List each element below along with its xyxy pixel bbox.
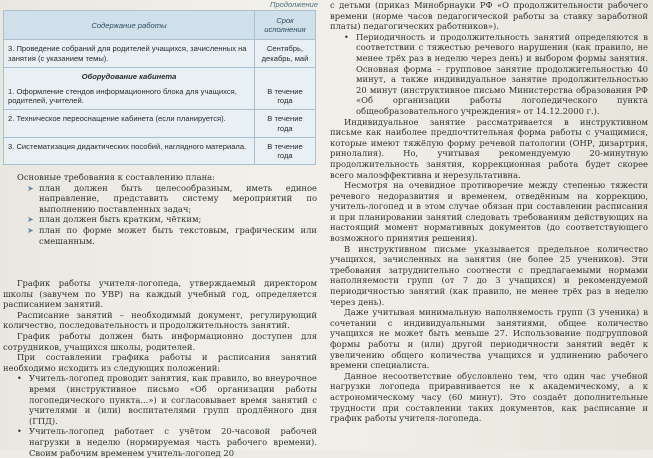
paragraph: Расписание занятий – необходимый документ, регулирующий количество, последовательность и продолжительность занятий. — [3, 309, 317, 331]
header-content: Содержание работы — [4, 11, 255, 40]
list-item: • Учитель-логопед работает с учётом 20-часовой рабочей нагрузки в неделю (нормируемая часть рабочего времени). Своим рабочим временем учитель-логопед 20 — [17, 426, 317, 458]
schedule-block — [3, 278, 317, 458]
paragraph: Индивидуальное занятие рассматривается в инструктивном письме как наиболее предпочтительная форма работы с учащимися, которые имеют тяжёлую форму речевой патологии (ОНР, дизартрия, ринолалия). Но, учитывая рекомендуемую 20-минутную продолжительность занятия, коррекционная работа будет скорее всего малоэффективна и нерезультативна. — [330, 116, 648, 180]
row-text: 3. Проведение собраний для родителей учащихся, зачисленных на занятия (с указанием темы). — [4, 40, 255, 67]
bullet-dot-icon: • — [17, 374, 22, 384]
row-term: В течение года — [255, 110, 316, 137]
bullet-arrow-icon: ➤ — [27, 215, 34, 225]
table-row — [4, 137, 316, 164]
paragraph: Несмотря на очевидное противоречие между степенью тяжести речевого недоразвития и временем, отведённым на коррекцию, учитель-логопед и в этом случае обязан при составлении расписания и при планировании занятий следовать требованиям действующих на настоящий момент нормативных документов (до соответствующего возможного принятия решения). — [330, 180, 648, 244]
paragraph: При составлении графика работы и расписания занятий необходимо исходить из следующих положений: — [3, 352, 317, 373]
left-column — [0, 0, 320, 458]
row-text: 3. Систематизация дидактических пособий, наглядного материала. — [4, 137, 255, 164]
continuation-label: Продолжение — [270, 0, 318, 9]
plan-table — [3, 10, 316, 165]
paragraph: с детьми (приказ Минобрнауки РФ «О продолжительности рабочего времени (норме часов педагогической работы за ставку заработной платы) педагогических работников»). — [330, 0, 648, 32]
row-term: В течение года — [255, 83, 316, 110]
row-term: Сентябрь, декабрь, май — [255, 40, 316, 67]
rules-list-continued — [330, 32, 648, 117]
paragraph: График работы учителя-логопеда, утверждаемый директором школы (завучем по УВР) на каждый учебный год, определяется расписанием занятий. — [3, 278, 317, 310]
list-item: • Учитель-логопед проводит занятия, как правило, во внеурочное время (инструктивное письмо «Об организации работы логопедического пункта...») и согласовывает время занятий с учителями и (или) воспитателями групп продлённого дня (ГПД). — [17, 373, 317, 426]
list-item: ➤ план по форме может быть текстовым, графическим или смешанным. — [27, 224, 317, 246]
paragraph: Данное несоответствие обусловлено тем, что один час учебной нагрузки логопеда приравнивается не к академическому, а к астрономическому часу (60 минут). Это создаёт дополнительные трудности при составлении таких документов, как расписание и график работы учителя-логопеда. — [330, 370, 648, 424]
header-term: Срок исполнения — [255, 11, 316, 40]
table-row — [4, 110, 316, 137]
table-header-row — [4, 11, 316, 40]
bullet-dot-icon: • — [17, 427, 22, 437]
requirements-list — [3, 183, 317, 247]
table-row — [4, 83, 316, 110]
list-item: ➤ план должен быть кратким, чётким; — [27, 214, 202, 225]
table-section-row — [4, 67, 316, 83]
right-column — [330, 0, 648, 450]
bullet-arrow-icon: ➤ — [27, 183, 34, 193]
paragraph: График работы должен быть информационно доступен для сотрудников, учащихся школы, родителей. — [3, 330, 317, 352]
bullet-arrow-icon: ➤ — [27, 225, 34, 235]
paragraph: В инструктивном письме указывается предельное количество учащихся, зачисленных на занятия (не более 25 учеников). Эти требования затруднительно соотнести с предлагаемыми нормами наполняемости групп (от 7 до 3 учащихся) и рекомендуемой периодичностью занятий (как правило, не менее трёх раз в неделю через день). — [330, 243, 648, 307]
row-text: 2. Техническое переоснащение кабинета (если планируется). — [4, 110, 255, 137]
row-term: В течение года — [255, 137, 316, 164]
paragraph: Даже учитывая минимальную наполняемость групп (3 ученика) в сочетании с индивидуальными занятиями, общее количество учащихся не может быть меньше 27. Использование подгрупповой формы работы и (или) другой периодичности занятий ведёт к увеличению общего количества учащихся и удлинению рабочего времени специалиста. — [330, 307, 648, 371]
requirements-intro: Основные требования к составлению плана: — [17, 172, 215, 182]
requirements-block — [3, 172, 317, 246]
list-item: ➤ план должен быть целесообразным, иметь единое направление, представить систему мероприятий по выполнению поставленных задач; — [27, 182, 317, 214]
list-item: • Периодичность и продолжительность занятий определяются в соответствии с тяжестью речевого нарушения (как правило, не менее трёх раз в неделю через день) и выбором формы занятия. Основная форма – групповое занятие продолжительностью 40 минут, а также индивидуальное занятие продолжительностью 20 минут (инструктивное письмо Министерства образования РФ «Об организации работы логопедического пункта общеобразовательного учреждения» от 14.12.2000 г.). — [344, 31, 648, 116]
section-title: Оборудование кабинета — [4, 67, 255, 83]
rules-list — [3, 373, 317, 458]
table-row — [4, 40, 316, 67]
bullet-dot-icon: • — [344, 32, 349, 42]
row-text: 1. Оформление стендов информационного блока для учащихся, родителей, учителей. — [4, 83, 255, 110]
